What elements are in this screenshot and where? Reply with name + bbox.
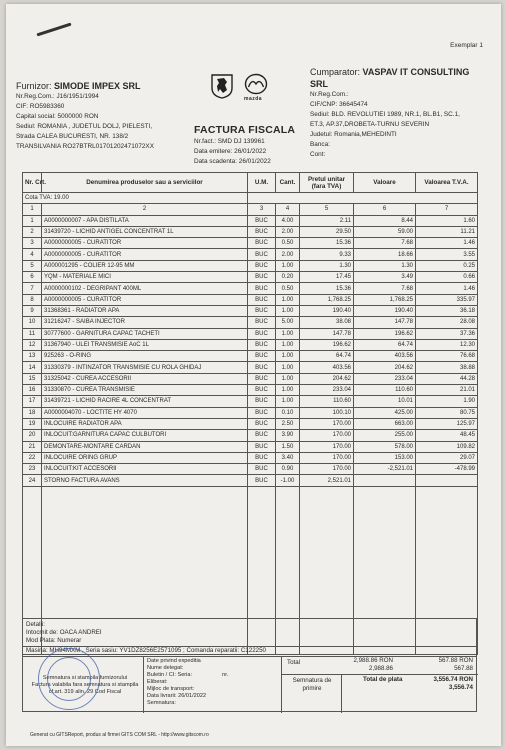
customer-title [310, 66, 485, 78]
row-price: 170.00 [300, 452, 354, 463]
row-price: 170.00 [300, 441, 354, 452]
invoice-due-date: Data scadenta: 26/01/2022 [194, 158, 271, 165]
table-row [23, 373, 478, 384]
row-vat: 1.46 [416, 283, 478, 294]
table-row [23, 407, 478, 418]
colnum: 6 [354, 204, 416, 215]
exp-signature: Semnatura: [147, 700, 176, 706]
row-vat: 38.88 [416, 362, 478, 373]
row-qty: 1.00 [276, 305, 300, 316]
row-qty: 2.00 [276, 249, 300, 260]
row-vat: 11.21 [416, 226, 478, 237]
row-value: 153.00 [354, 452, 416, 463]
row-um: BUC [248, 430, 276, 441]
exp-date: Data livrarii: 26/01/2022 [147, 693, 207, 699]
customer-cif: CIF/CNP: 36645474 [310, 101, 368, 108]
row-vat: 76.68 [416, 351, 478, 362]
row-price: 9.33 [300, 249, 354, 260]
row-vat: 335.97 [416, 294, 478, 305]
row-qty: 1.50 [276, 441, 300, 452]
row-qty: 0.90 [276, 464, 300, 475]
row-vat: 80.75 [416, 407, 478, 418]
issued-by: Intocmit de: OACA ANDREI [26, 629, 102, 636]
colnum: 2 [42, 204, 248, 215]
row-qty: 0.20 [276, 272, 300, 283]
row-um: BUC [248, 351, 276, 362]
row-um: BUC [248, 452, 276, 463]
row-price: 15.36 [300, 238, 354, 249]
customer-address-2: ET.3, AP.37,DROBETA-TURNU SEVERIN [310, 121, 430, 128]
row-um: BUC [248, 317, 276, 328]
table-row [23, 441, 478, 452]
row-price: 233.04 [300, 385, 354, 396]
details-label: Detalii: [26, 621, 45, 628]
header-value: Valoare [354, 173, 416, 193]
table-row [23, 396, 478, 407]
total-label: Total [287, 659, 301, 666]
row-price: 170.00 [300, 430, 354, 441]
row-price: 29.50 [300, 226, 354, 237]
supplier-title [16, 80, 196, 92]
customer-label: Cumparator: [310, 67, 361, 77]
row-value: 1,768.25 [354, 294, 416, 305]
table-row [23, 464, 478, 475]
row-value: 196.62 [354, 328, 416, 339]
row-nr: 16 [23, 385, 42, 396]
row-um: BUC [248, 294, 276, 305]
row-nr: 1 [23, 215, 42, 226]
brand-logos [208, 72, 276, 104]
row-um: BUC [248, 362, 276, 373]
row-price: 190.40 [300, 305, 354, 316]
table-row [23, 351, 478, 362]
invoice-issue-date: Data emitere: 26/01/2022 [194, 148, 267, 155]
supplier-label: Furnizor: [16, 81, 52, 91]
row-nr: 13 [23, 351, 42, 362]
customer-reg: Nr.Reg.Com.: [310, 91, 349, 98]
row-qty: 4.00 [276, 215, 300, 226]
table-cota-row [23, 193, 478, 204]
row-um: BUC [248, 339, 276, 350]
company-stamp [38, 648, 100, 710]
colnum: 5 [300, 204, 354, 215]
row-name: INLOCUIT:GARNITURA CAPAC CULBUTORI [42, 430, 248, 441]
row-value: 233.04 [354, 373, 416, 384]
row-name: 925263 - O-RING [42, 351, 248, 362]
customer-bank: Banca: [310, 141, 330, 148]
row-name: 31439720 - LICHID ANTIGEL CONCENTRAT 1L [42, 226, 248, 237]
row-name: 31330870 - CUREA TRANSMISIE [42, 385, 248, 396]
row-name: INLOCUIRE ORING GRUP [42, 452, 248, 463]
row-vat: 29.07 [416, 452, 478, 463]
row-price: 64.74 [300, 351, 354, 362]
row-um: BUC [248, 260, 276, 271]
row-value: 110.60 [354, 385, 416, 396]
row-vat: 109.82 [416, 441, 478, 452]
row-nr: 24 [23, 475, 42, 486]
row-qty: 1.00 [276, 396, 300, 407]
row-qty: 3.90 [276, 430, 300, 441]
divider-v1 [143, 656, 144, 713]
row-value: 64.74 [354, 339, 416, 350]
total-vat: 567.88 RON [438, 657, 473, 664]
row-um: BUC [248, 305, 276, 316]
table-row [23, 294, 478, 305]
row-um: BUC [248, 226, 276, 237]
customer-block [310, 66, 485, 160]
total-vat-block [413, 657, 473, 673]
row-price: 2,521.01 [300, 475, 354, 486]
colnum: 3 [248, 204, 276, 215]
row-vat: 1.46 [416, 238, 478, 249]
row-um: BUC [248, 249, 276, 260]
exp-transport: Mijloc de transport: [147, 686, 195, 692]
row-name: INLOCUIRE RADIATOR APA [42, 418, 248, 429]
row-value: 8.44 [354, 215, 416, 226]
row-value: 425.00 [354, 407, 416, 418]
table-row [23, 249, 478, 260]
row-price: 196.62 [300, 339, 354, 350]
supplier-signature-note: Factura valabila fara semnatura si stampila [31, 682, 139, 688]
row-qty: -1.00 [276, 475, 300, 486]
row-um: BUC [248, 373, 276, 384]
row-name: DEMONTARE-MONTARE CARDAN [42, 441, 248, 452]
row-price: 170.00 [300, 464, 354, 475]
row-nr: 19 [23, 418, 42, 429]
row-nr: 8 [23, 294, 42, 305]
mazda-logo-icon [244, 72, 268, 96]
row-vat: 125.97 [416, 418, 478, 429]
car-info: Masina: MH94MXM , Seria sasiu: YV1DZ8256E2571095 ; Comanda reparatii: C122250 [26, 647, 266, 654]
row-value: -2,521.01 [354, 464, 416, 475]
table-colnum-row [23, 204, 478, 215]
supplier-signature-law: cf.art. 319 alin. 29 Cod Fiscal [48, 689, 122, 695]
total-pay-label: Total de plata [363, 676, 403, 683]
peugeot-lion-icon [208, 72, 236, 100]
row-value: 7.68 [354, 283, 416, 294]
cota-tva: Cota TVA: 19.00 [23, 193, 248, 204]
row-name: A0000000005 - CURATITOR [42, 294, 248, 305]
mazda-wordmark: mazda [244, 96, 263, 102]
row-nr: 21 [23, 441, 42, 452]
row-name: 31367940 - ULEI TRANSMISIE AoC 1L [42, 339, 248, 350]
customer-name-suffix: SRL [310, 79, 328, 89]
row-value: 578.00 [354, 441, 416, 452]
row-qty: 0.50 [276, 238, 300, 249]
row-value: 59.00 [354, 226, 416, 237]
row-um: BUC [248, 475, 276, 486]
row-nr: 23 [23, 464, 42, 475]
row-vat: 3.55 [416, 249, 478, 260]
supplier-block [16, 80, 196, 152]
row-vat: 21.01 [416, 385, 478, 396]
total-pay-block [413, 676, 473, 692]
customer-county: Judetul: Romania,MEHEDINTI [310, 131, 397, 138]
divider-v2 [281, 656, 282, 713]
supplier-cif: CIF: RO5983360 [16, 103, 65, 110]
row-um: BUC [248, 441, 276, 452]
row-qty: 0.50 [276, 283, 300, 294]
table-header-row [23, 173, 478, 193]
supplier-reg: Nr.Reg.Com.: J16/1951/1994 [16, 93, 99, 100]
row-nr: 18 [23, 407, 42, 418]
row-um: BUC [248, 407, 276, 418]
row-vat: 0.25 [416, 260, 478, 271]
exp-id-label: Buletin / CI: Seria: [147, 672, 193, 678]
row-name: A0000004070 - LOCTITE HY 4070 [42, 407, 248, 418]
row-qty: 1.00 [276, 260, 300, 271]
payment-mode: Mod Plata: Numerar [26, 637, 82, 644]
row-value: 663.00 [354, 418, 416, 429]
row-vat: -478.99 [416, 464, 478, 475]
expedition-block [147, 658, 228, 707]
row-vat: 37.36 [416, 328, 478, 339]
row-price: 403.56 [300, 362, 354, 373]
invoice-number: Nr.fact.: SMD DJ 139961 [194, 138, 265, 145]
row-price: 110.60 [300, 396, 354, 407]
row-name: 31368361 - RADIATOR APA [42, 305, 248, 316]
colnum: 4 [276, 204, 300, 215]
total-pay-2: 3,556.74 [448, 684, 473, 691]
row-value: 190.40 [354, 305, 416, 316]
row-vat: 1.60 [416, 215, 478, 226]
items-body [23, 215, 478, 654]
supplier-capital: Capital social: 5000000 RON [16, 113, 99, 120]
row-price: 170.00 [300, 418, 354, 429]
row-price: 100.10 [300, 407, 354, 418]
table-row [23, 339, 478, 350]
row-nr: 6 [23, 272, 42, 283]
row-name: 31439721 - LICHID RACIRE 4L CONCENTRAT [42, 396, 248, 407]
table-row [23, 226, 478, 237]
row-vat: 28.08 [416, 317, 478, 328]
row-value: 147.78 [354, 317, 416, 328]
row-qty: 2.50 [276, 418, 300, 429]
cota-empty [248, 193, 478, 204]
row-qty: 3.40 [276, 452, 300, 463]
supplier-signature-label: Semnatura si stampila furnizorului [42, 675, 128, 681]
row-name: 31330379 - INTINZATOR TRANSMISIE CU ROLA GHIDAJ [42, 362, 248, 373]
row-value [354, 475, 416, 486]
row-um: BUC [248, 385, 276, 396]
row-price: 38.08 [300, 317, 354, 328]
customer-name: VASPAV IT CONSULTING [362, 67, 470, 77]
row-name: 31216247 - SAIBA INJECTOR [42, 317, 248, 328]
customer-account: Cont: [310, 151, 326, 158]
row-qty: 1.00 [276, 339, 300, 350]
row-vat [416, 475, 478, 486]
row-qty: 2.00 [276, 226, 300, 237]
exp-id [147, 672, 228, 679]
row-name: A000001295 - COLIER 12-95 MM [42, 260, 248, 271]
row-nr: 10 [23, 317, 42, 328]
row-nr: 22 [23, 452, 42, 463]
row-um: BUC [248, 283, 276, 294]
table-row [23, 430, 478, 441]
row-qty: 1.00 [276, 294, 300, 305]
row-nr: 3 [23, 238, 42, 249]
exemplar-label: Exemplar 1 [450, 42, 483, 49]
total-value: 2,988.86 RON [353, 657, 393, 664]
exp-issued: Eliberat: [147, 679, 168, 685]
table-row [23, 260, 478, 271]
row-qty: 1.00 [276, 385, 300, 396]
row-nr: 15 [23, 373, 42, 384]
row-nr: 2 [23, 226, 42, 237]
row-qty: 1.00 [276, 362, 300, 373]
row-price: 1.30 [300, 260, 354, 271]
row-qty: 5.00 [276, 317, 300, 328]
row-um: BUC [248, 238, 276, 249]
supplier-address-2: Strada CALEA BUCURESTI, NR. 138/2 [16, 133, 129, 140]
row-price: 15.36 [300, 283, 354, 294]
row-vat: 48.45 [416, 430, 478, 441]
row-name: A0000000005 - CURATITOR [42, 249, 248, 260]
row-name: INLOCUIT:KIT ACCESORII [42, 464, 248, 475]
row-um: BUC [248, 272, 276, 283]
row-name: A0000000007 - APA DISTILATA [42, 215, 248, 226]
row-value: 1.30 [354, 260, 416, 271]
header-price: Pretul unitar (fara TVA) [300, 173, 354, 193]
customer-address-1: Sediul: BLD. REVOLUTIEI 1989, NR.1, BL.B1, SC.1, [310, 111, 460, 118]
invoice-title: FACTURA FISCALA [194, 124, 296, 136]
supplier-address-1: Sediul: ROMANIA , JUDETUL DOLJ, PIELESTI, [16, 123, 153, 130]
table-row [23, 238, 478, 249]
table-row [23, 328, 478, 339]
row-vat: 0.66 [416, 272, 478, 283]
header-nr: Nr. Crt. [23, 173, 42, 193]
header-qty: Cant. [276, 173, 300, 193]
row-nr: 4 [23, 249, 42, 260]
row-nr: 9 [23, 305, 42, 316]
table-row [23, 418, 478, 429]
row-nr: 12 [23, 339, 42, 350]
row-value: 10.01 [354, 396, 416, 407]
row-qty: 1.00 [276, 351, 300, 362]
exp-nr-label: nr. [222, 672, 229, 678]
row-name: A0000000005 - CURATITOR [42, 238, 248, 249]
row-value: 403.56 [354, 351, 416, 362]
table-row [23, 475, 478, 486]
row-price: 17.45 [300, 272, 354, 283]
row-qty: 1.00 [276, 373, 300, 384]
row-name: 30777600 - GARNITURA CAPAC TACHETI [42, 328, 248, 339]
row-vat: 44.28 [416, 373, 478, 384]
row-price: 147.78 [300, 328, 354, 339]
row-name: STORNO FACTURA AVANS [42, 475, 248, 486]
row-um: BUC [248, 396, 276, 407]
table-row [23, 215, 478, 226]
row-value: 3.49 [354, 272, 416, 283]
invoice-block [194, 124, 304, 167]
row-name: 31325042 - CUREA ACCESORII [42, 373, 248, 384]
invoice-items-table [22, 172, 478, 655]
row-value: 18.66 [354, 249, 416, 260]
pen-mark [36, 23, 71, 37]
row-qty: 0.10 [276, 407, 300, 418]
row-um: BUC [248, 418, 276, 429]
row-nr: 11 [23, 328, 42, 339]
receipt-signature: Semnatura de primire [292, 677, 332, 692]
total-pay: 3,556.74 RON [433, 676, 473, 683]
header-vat: Valoarea T.V.A. [416, 173, 478, 193]
row-nr: 7 [23, 283, 42, 294]
row-vat: 36.18 [416, 305, 478, 316]
row-value: 204.62 [354, 362, 416, 373]
totals-divider [281, 674, 478, 675]
row-vat: 1.90 [416, 396, 478, 407]
table-row [23, 305, 478, 316]
row-value: 7.68 [354, 238, 416, 249]
row-vat: 12.30 [416, 339, 478, 350]
header-name: Denumirea produselor sau a serviciilor [42, 173, 248, 193]
total-vat-2: 567.88 [454, 665, 473, 672]
row-nr: 5 [23, 260, 42, 271]
header-um: U.M. [248, 173, 276, 193]
row-name: A0000000102 - DEGRIPANT 400ML [42, 283, 248, 294]
supplier-name: SIMODE IMPEX SRL [54, 81, 141, 91]
row-price: 204.62 [300, 373, 354, 384]
row-nr: 20 [23, 430, 42, 441]
row-name: YQM - MATERIALE MICI [42, 272, 248, 283]
customer-name-2 [310, 78, 485, 90]
row-um: BUC [248, 464, 276, 475]
table-row [23, 317, 478, 328]
row-price: 2.11 [300, 215, 354, 226]
table-row [23, 385, 478, 396]
row-qty: 1.00 [276, 328, 300, 339]
exp-title: Date privind expeditia [147, 658, 201, 664]
supplier-bank: TRANSILVANIA RO27BTRL01701202471072XX [16, 143, 154, 150]
exp-delegate: Nume delegat: [147, 665, 184, 671]
colnum: 1 [23, 204, 42, 215]
table-row [23, 452, 478, 463]
row-value: 255.00 [354, 430, 416, 441]
table-row [23, 272, 478, 283]
row-price: 1,768.25 [300, 294, 354, 305]
divider-v3 [341, 674, 342, 713]
row-nr: 14 [23, 362, 42, 373]
footer-note: Generat cu GITSReport, produs al firmei GITS COM SRL - http://www.gitscom.ro [30, 732, 209, 738]
row-um: BUC [248, 328, 276, 339]
table-row [23, 362, 478, 373]
table-row [23, 283, 478, 294]
row-nr: 17 [23, 396, 42, 407]
total-value-2: 2,988.86 [368, 665, 393, 672]
colnum: 7 [416, 204, 478, 215]
row-um: BUC [248, 215, 276, 226]
total-value-block [333, 657, 393, 673]
